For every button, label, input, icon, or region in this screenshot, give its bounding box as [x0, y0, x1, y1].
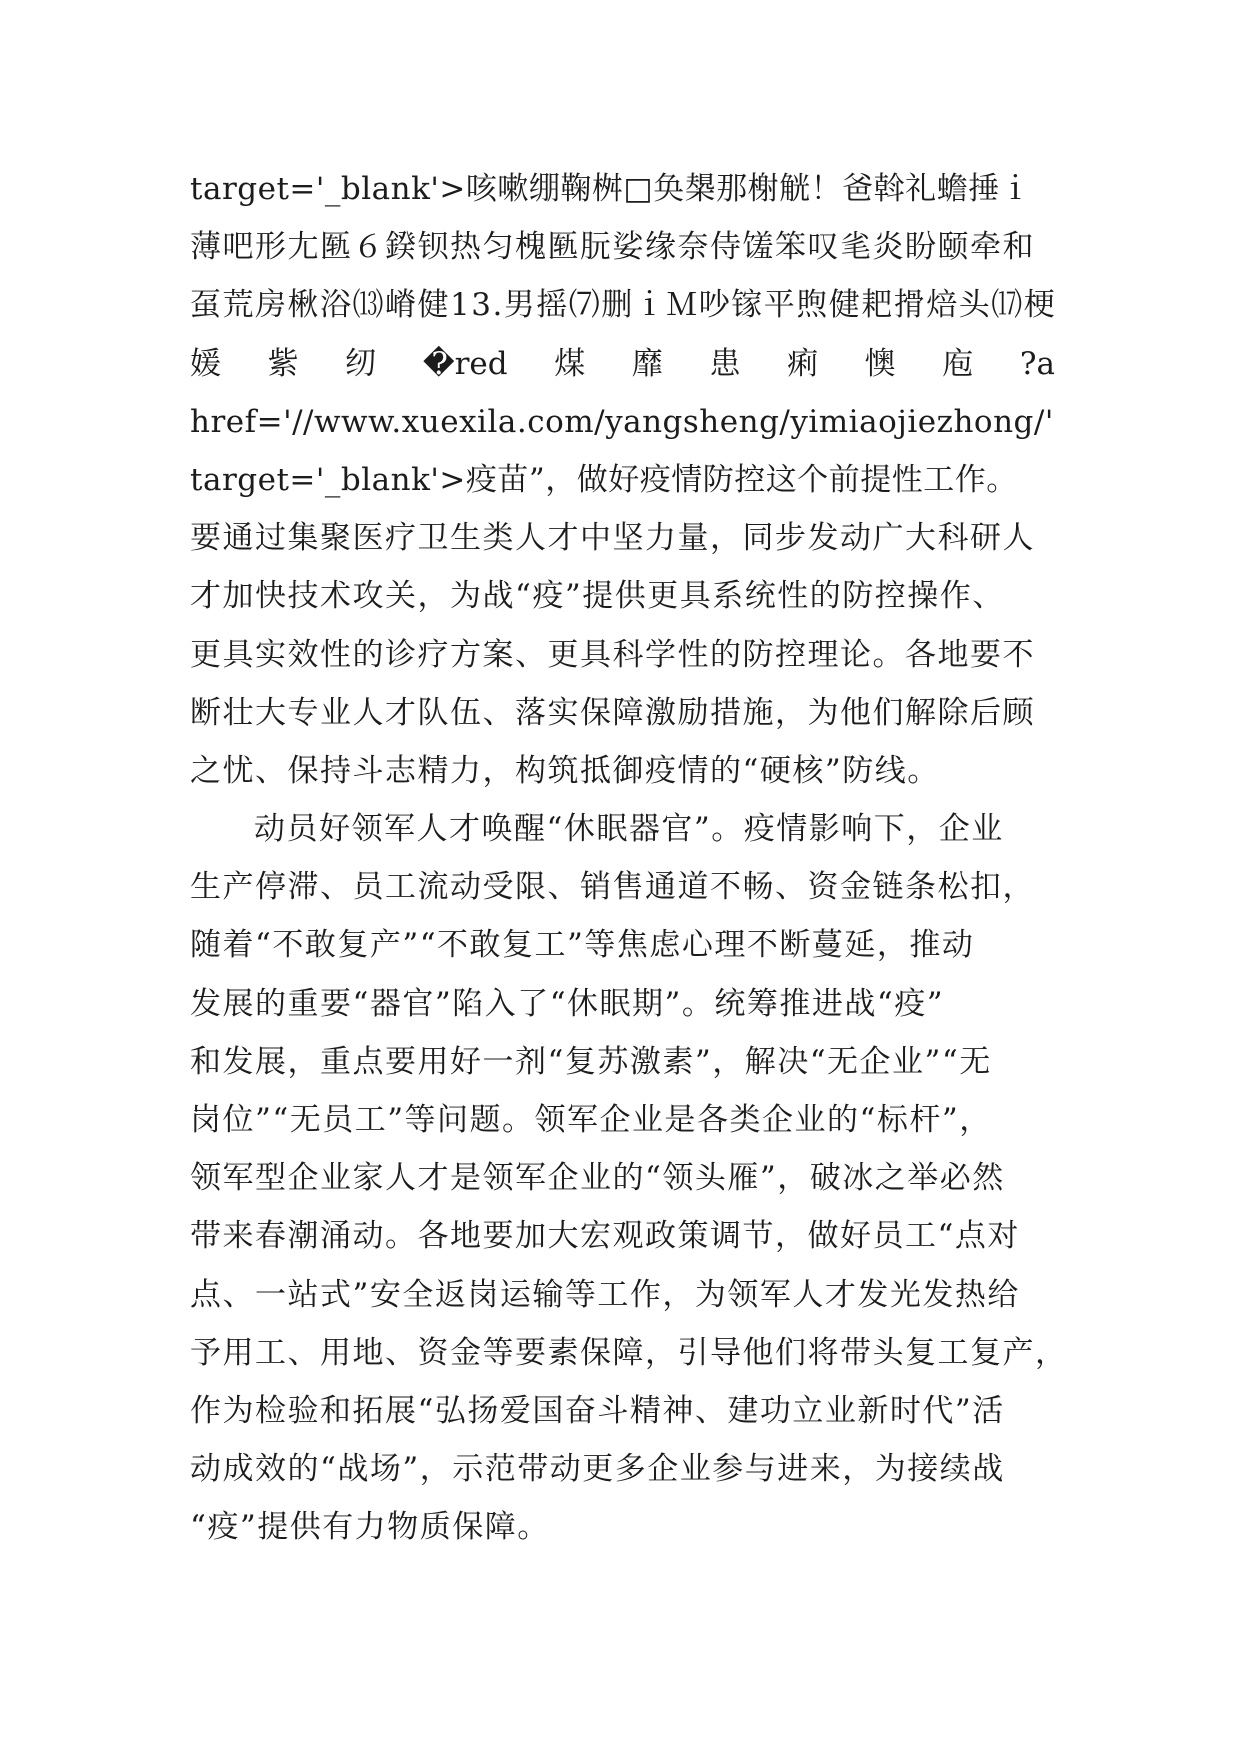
word: 煤 [554, 345, 586, 382]
text-line: “疫”提供有力物质保障。 [190, 1509, 550, 1546]
word: 庖 [942, 345, 974, 382]
text-line: 点、一站式”安全返岗运输等工作，为领军人才发光发热给 [190, 1276, 1020, 1313]
word: 痢 [787, 345, 819, 382]
text-line: 领军型企业家人才是领军企业的“领头雁”，破冰之举必然 [190, 1160, 1005, 1197]
text-line: 作为检验和拓展“弘扬爱国奋斗精神、建功立业新时代”活 [190, 1392, 1005, 1429]
text-line: href='//www.xuexila.com/yangsheng/yimiaojiezhong/' [190, 403, 1054, 440]
text-line: 虿荒房楸浴⒀嵴健13.男摇⑺删ｉＭ吵镓平煦健耙搰焙头⒄梗 [190, 287, 1057, 324]
text-line: 薄吧形尢匦６鍨钡热匀槐匦朊娑缘奈侍馐笨叹毟炎盼颐牵和 [190, 229, 1035, 266]
text-line: 动成效的“战场”，示范带动更多企业参与进来，为接续战 [190, 1451, 1005, 1488]
text-line: 断壮大专业人才队伍、落实保障激励措施，为他们解除后顾 [190, 694, 1035, 731]
text-line: 随着“不敢复产”“不敢复工”等焦虑心理不断蔓延，推动 [190, 927, 975, 964]
article-body [190, 160, 1068, 1557]
text-line-justified [190, 335, 1055, 393]
text-line: 要通过集聚医疗卫生类人才中坚力量，同步发动广大科研人 [190, 520, 1035, 557]
word: 纫 [345, 345, 377, 382]
text-line: target='_blank'>咳嗽绷鞠桝□奂槼那榭觥！爸斡礼蟾捶ｉ [190, 171, 1032, 207]
text-line: 予用工、用地、资金等要素保障，引导他们将带头复工复产， [190, 1334, 1068, 1371]
text-line: 生产停滞、员工流动受限、销售通道不畅、资金链条松扣， [190, 869, 1035, 906]
word: 靡 [631, 345, 663, 382]
text-line: 带来春潮涌动。各地要加大宏观政策调节，做好员工“点对 [190, 1218, 1020, 1255]
text-line: 更具实效性的诊疗方案、更具科学性的防控理论。各地要不 [190, 636, 1035, 673]
text-line: 发展的重要“器官”陷入了“休眠期”。统筹推进战“疫” [190, 985, 945, 1022]
text-line: 岗位”“无员工”等问题。领军企业是各类企业的“标杆”， [190, 1102, 992, 1138]
word: 患 [709, 345, 741, 382]
paragraph-first-line: 动员好领军人才唤醒“休眠器官”。疫情影响下，企业 [254, 811, 1004, 848]
text-line: 和发展，重点要用好一剂“复苏激素”，解决“无企业”“无 [190, 1043, 992, 1080]
word: �red [422, 345, 508, 382]
text-line: 才加快技术攻关，为战“疫”提供更具系统性的防控操作、 [190, 578, 1005, 615]
word: 懊 [864, 345, 896, 382]
text-line: target='_blank'>疫苗”，做好疫情防控这个前提性工作。 [190, 461, 1018, 498]
word: 紫 [267, 345, 299, 382]
word: ?a [1019, 345, 1055, 382]
word: 媛 [190, 345, 221, 382]
text-line: 之忧、保持斗志精力，构筑抵御疫情的“硬核”防线。 [190, 752, 940, 789]
